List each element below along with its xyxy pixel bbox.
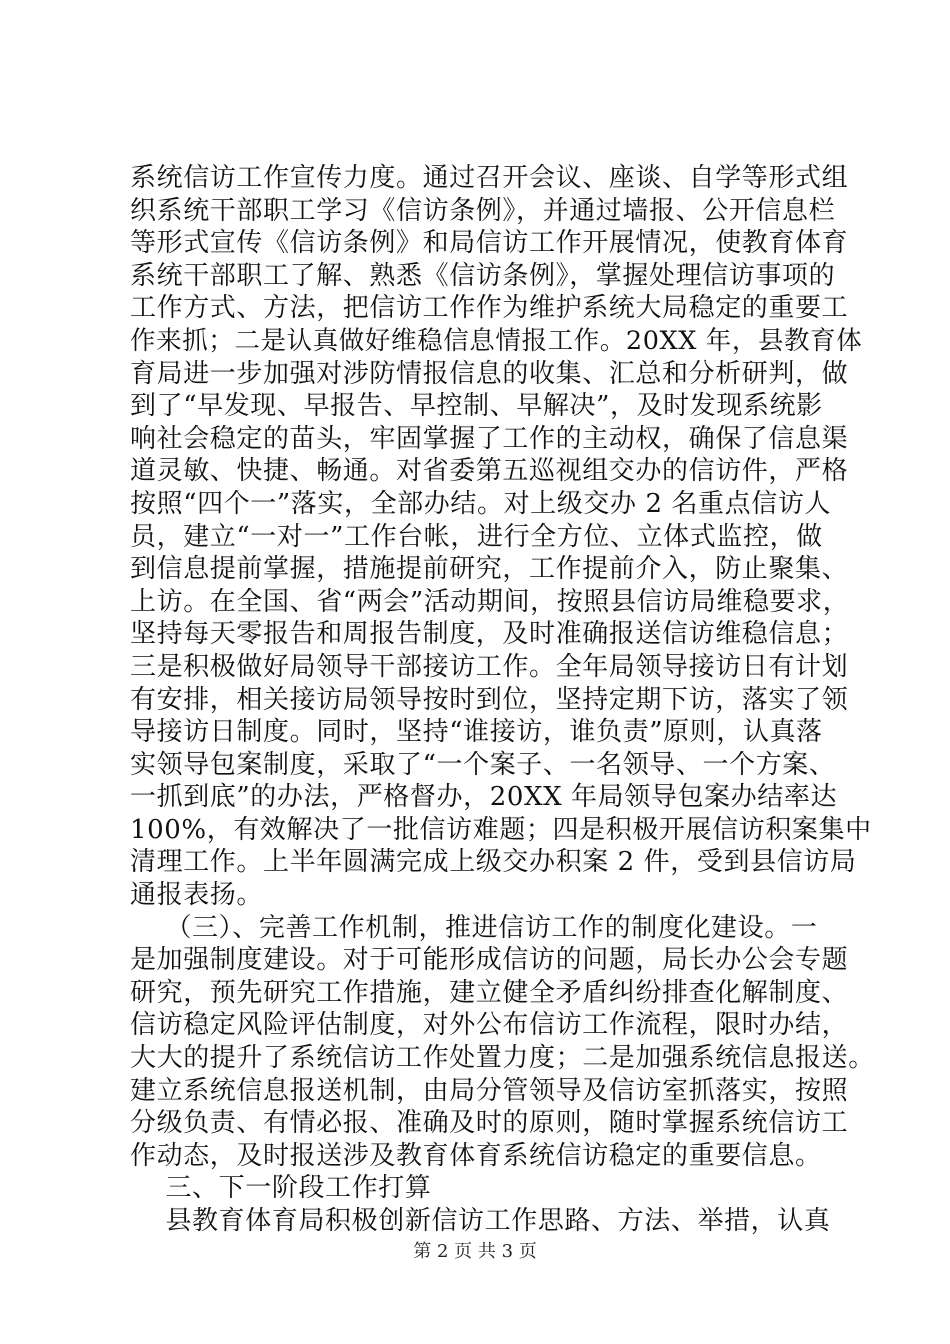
text-line: 一抓到底”的办法，严格督办，20XX 年局领导包案办结率达	[130, 782, 838, 813]
text-line: 到信息提前掌握，措施提前研究，工作提前介入，防止聚集、	[130, 554, 849, 585]
text-line: 坚持每天零报告和周报告制度，及时准确报送信访维稳信息；	[130, 619, 849, 650]
text-line: 作动态，及时报送涉及教育体育系统信访稳定的重要信息。	[130, 1140, 822, 1171]
text-line: 道灵敏、快捷、畅通。对省委第五巡视组交办的信访件，严格	[130, 456, 849, 487]
text-line: 织系统干部职工学习《信访条例》，并通过墙报、公开信息栏	[130, 195, 836, 226]
body-text	[130, 162, 875, 1238]
text-line: 三是积极做好局领导干部接访工作。全年局领导接访日有计划	[130, 651, 849, 682]
text-line: 分级负责、有情必报、准确及时的原则，随时掌握系统信访工	[130, 1108, 849, 1139]
text-line: 到了“早发现、早报告、早控制、早解决”，及时发现系统影	[130, 391, 823, 422]
text-line: 上访。在全国、省“两会”活动期间，按照县信访局维稳要求，	[130, 586, 850, 617]
page-footer: 第 2 页 共 3 页	[413, 1241, 537, 1262]
text-line: （三）、完善工作机制，推进信访工作的制度化建设。一	[130, 912, 818, 943]
text-line: 三、下一阶段工作打算	[130, 1173, 432, 1204]
text-line: 建立系统信息报送机制，由局分管领导及信访室抓落实，按照	[130, 1075, 849, 1106]
text-line: 通报表扬。	[130, 880, 264, 911]
text-line: 县教育体育局积极创新信访工作思路、方法、举措，认真	[130, 1206, 831, 1236]
text-line: 实领导包案制度，采取了“一个案子、一名领导、一个方案、	[130, 749, 836, 780]
text-line: 作来抓；二是认真做好维稳信息情报工作。20XX 年，县教育体	[130, 325, 863, 356]
text-line: 系统信访工作宣传力度。通过召开会议、座谈、自学等形式组	[130, 163, 849, 193]
text-line: 等形式宣传《信访条例》和局信访工作开展情况，使教育体育	[130, 228, 849, 259]
text-line: 系统干部职工了解、熟悉《信访条例》，掌握处理信访事项的	[130, 260, 836, 291]
text-line: 响社会稳定的苗头，牢固掌握了工作的主动权，确保了信息渠	[130, 423, 849, 454]
text-line: 清理工作。上半年圆满完成上级交办积案 2 件，受到县信访局	[130, 847, 857, 878]
text-line: 有安排，相关接访局领导按时到位，坚持定期下访，落实了领	[130, 684, 849, 715]
text-line: 员，建立“一对一”工作台帐，进行全方位、立体式监控，做	[130, 521, 823, 552]
text-line: 按照“四个一”落实，全部办结。对上级交办 2 名重点信访人	[130, 488, 832, 519]
text-line: 育局进一步加强对涉防情报信息的收集、汇总和分析研判，做	[130, 358, 849, 389]
text-line: 是加强制度建设。对于可能形成信访的问题，局长办公会专题	[130, 945, 849, 976]
text-line: 信访稳定风险评估制度，对外公布信访工作流程，限时办结，	[130, 1010, 849, 1041]
text-line: 大大的提升了系统信访工作处置力度；二是加强系统信息报送。	[130, 1043, 875, 1074]
text-line: 工作方式、方法，把信访工作作为维护系统大局稳定的重要工	[130, 293, 849, 324]
text-line: 100%，有效解决了一批信访难题；四是积极开展信访积案集中	[130, 814, 872, 845]
text-line: 导接访日制度。同时，坚持“谁接访，谁负责”原则，认真落	[130, 717, 823, 748]
text-line: 研究，预先研究工作措施，建立健全矛盾纠纷排查化解制度、	[130, 977, 849, 1008]
